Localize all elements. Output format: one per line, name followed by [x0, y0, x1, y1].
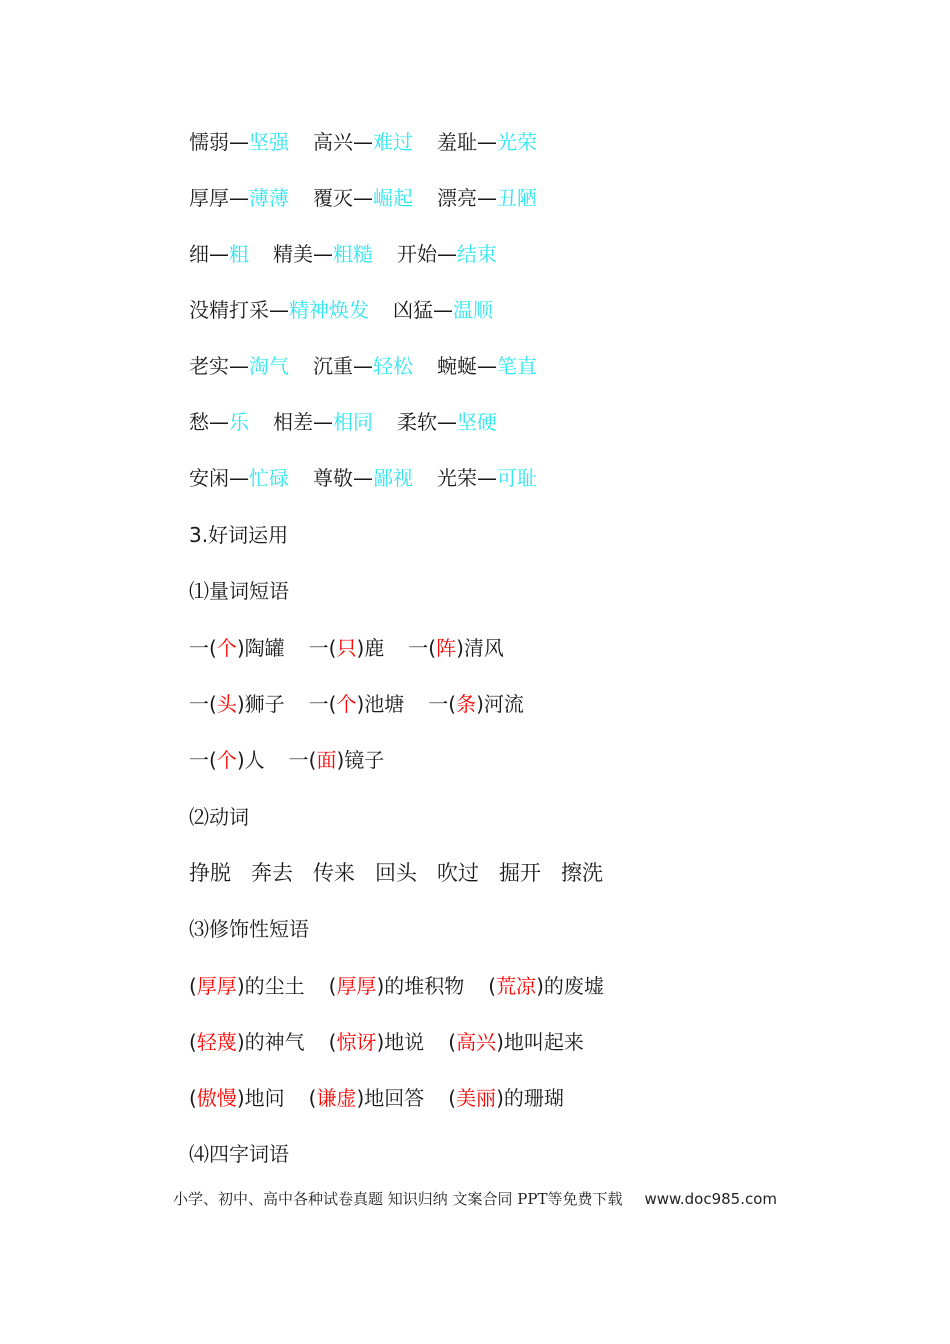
- verbs-title: ⑵动词: [189, 805, 249, 829]
- antonym-pair: [313, 124, 413, 160]
- antonym-answer: 光荣: [497, 130, 537, 154]
- modifier-phrase: [189, 1080, 285, 1116]
- modifier-paren: (: [308, 1086, 317, 1110]
- measure-prefix: 一(: [189, 748, 217, 772]
- modifier-target: )的堆积物: [376, 974, 465, 998]
- modifier-answer: 惊讶: [336, 1030, 377, 1054]
- measure-phrase: [289, 742, 385, 778]
- measure-phrase: [309, 686, 405, 722]
- antonym-pair: [437, 460, 537, 496]
- verb-word: 掘开: [499, 861, 541, 885]
- verb-word: 擦洗: [561, 861, 603, 885]
- antonym-word: 厚厚—: [189, 186, 249, 210]
- measure-prefix: 一(: [288, 748, 317, 772]
- antonym-row: [189, 460, 561, 496]
- antonym-row: [189, 292, 517, 328]
- modifier-phrase: [488, 968, 604, 1004]
- antonym-answer: 乐: [229, 410, 249, 434]
- antonym-word: 懦弱—: [189, 130, 249, 154]
- antonym-answer: 笔直: [497, 354, 537, 378]
- modifier-answer: 厚厚: [336, 974, 377, 998]
- antonym-word: 相差—: [273, 410, 333, 434]
- antonym-pair: [313, 348, 413, 384]
- antonym-word: 细—: [189, 242, 229, 266]
- modifier-phrase: [189, 968, 305, 1004]
- antonym-word: 覆灭—: [313, 186, 373, 210]
- measure-prefix: 一(: [189, 692, 217, 716]
- antonym-pair: [437, 348, 537, 384]
- modifier-paren: (: [488, 974, 497, 998]
- modifier-paren: (: [328, 1030, 337, 1054]
- antonym-word: 蜿蜒—: [437, 354, 497, 378]
- measure-phrase: [189, 742, 265, 778]
- modifier-target: )地叫起来: [496, 1030, 584, 1054]
- measure-answer: 条: [456, 692, 477, 716]
- modifier-phrase: [329, 1024, 425, 1060]
- antonym-word: 高兴—: [313, 130, 373, 154]
- measure-noun: )人: [236, 748, 265, 772]
- measure-noun: )镜子: [336, 748, 385, 772]
- antonym-word: 沉重—: [313, 354, 373, 378]
- measure-answer: 头: [216, 692, 237, 716]
- antonym-answer: 崛起: [373, 186, 413, 210]
- modifier-paren: (: [328, 974, 337, 998]
- modifier-answer: 厚厚: [196, 974, 237, 998]
- antonym-answer: 坚硬: [457, 410, 497, 434]
- measure-answer: 个: [336, 692, 357, 716]
- measure-answer: 个: [216, 636, 237, 660]
- antonym-word: 开始—: [397, 242, 457, 266]
- antonym-pair: [397, 236, 497, 272]
- antonym-pair: [189, 236, 249, 272]
- measure-phrase: [309, 630, 385, 666]
- antonym-answer: 轻松: [373, 354, 413, 378]
- antonym-pair: [273, 236, 373, 272]
- measure-prefix: 一(: [408, 636, 437, 660]
- antonym-pair: [189, 124, 289, 160]
- antonym-answer: 薄薄: [249, 186, 289, 210]
- antonym-pair: [313, 460, 413, 496]
- antonym-word: 凶猛—: [393, 298, 453, 322]
- antonym-answer: 结束: [457, 242, 497, 266]
- modifier-row: [189, 968, 628, 1004]
- antonym-answer: 可耻: [497, 466, 537, 490]
- modifier-target: )地回答: [356, 1086, 425, 1110]
- measure-noun: )清风: [456, 636, 504, 660]
- antonym-pair: [189, 404, 249, 440]
- antonym-word: 老实—: [189, 354, 249, 378]
- antonym-word: 尊敬—: [313, 466, 373, 490]
- antonym-answer: 粗: [229, 242, 249, 266]
- modifier-target: )地问: [236, 1086, 285, 1110]
- antonym-row: [189, 180, 561, 216]
- modifier-phrase: [309, 1080, 425, 1116]
- antonym-word: 没精打采—: [189, 298, 289, 322]
- modifier-answer: 轻蔑: [196, 1030, 237, 1054]
- measure-phrase: [428, 686, 524, 722]
- measure-prefix: 一(: [189, 636, 217, 660]
- modifier-phrase: [329, 968, 465, 1004]
- verb-word: 挣脱: [189, 861, 231, 885]
- modifier-paren: (: [448, 1030, 457, 1054]
- modifier-paren: (: [189, 1030, 197, 1054]
- modifier-target: )地说: [376, 1030, 425, 1054]
- measure-noun: )陶罐: [236, 636, 285, 660]
- measure-row: [189, 686, 548, 722]
- measure-noun: )狮子: [236, 692, 285, 716]
- antonym-row: [189, 124, 561, 160]
- modifier-target: )的珊瑚: [496, 1086, 564, 1110]
- modifier-phrases-title: ⑶修饰性短语: [189, 917, 309, 941]
- antonym-pair: [189, 292, 369, 328]
- modifier-row: [189, 1080, 588, 1116]
- measure-answer: 只: [336, 636, 357, 660]
- modifier-answer: 谦虚: [316, 1086, 357, 1110]
- measure-answer: 阵: [436, 636, 457, 660]
- antonym-answer: 温顺: [453, 298, 493, 322]
- four-char-words-title: ⑷四字词语: [189, 1142, 289, 1166]
- page-footer: [0, 1188, 950, 1209]
- footer-site: www.doc985.com: [644, 1190, 778, 1208]
- modifier-row: [189, 1024, 608, 1060]
- antonym-pair: [189, 348, 289, 384]
- verb-word: 奔去: [251, 861, 293, 885]
- measure-prefix: 一(: [308, 636, 337, 660]
- antonym-pair: [273, 404, 373, 440]
- antonym-row: [189, 348, 561, 384]
- antonym-word: 羞耻—: [437, 130, 497, 154]
- antonym-answer: 忙碌: [249, 466, 289, 490]
- antonym-word: 愁—: [189, 410, 229, 434]
- antonym-pair: [397, 404, 497, 440]
- antonym-answer: 精神焕发: [289, 298, 369, 322]
- antonym-pair: [393, 292, 493, 328]
- measure-noun: )河流: [476, 692, 524, 716]
- modifier-target: )的神气: [236, 1030, 305, 1054]
- modifier-answer: 荒凉: [496, 974, 537, 998]
- antonym-answer: 相同: [333, 410, 373, 434]
- antonym-pair: [437, 180, 537, 216]
- antonym-word: 精美—: [273, 242, 333, 266]
- modifier-phrase: [189, 1024, 305, 1060]
- antonym-word: 柔软—: [397, 410, 457, 434]
- antonym-word: 漂亮—: [437, 186, 497, 210]
- measure-prefix: 一(: [428, 692, 457, 716]
- measure-row: [189, 742, 408, 778]
- antonym-pair: [437, 124, 537, 160]
- measure-phrase: [408, 630, 504, 666]
- measure-phrase: [189, 686, 285, 722]
- measure-answer: 面: [316, 748, 337, 772]
- modifier-target: )的废墟: [536, 974, 604, 998]
- modifier-paren: (: [448, 1086, 457, 1110]
- measure-words-title: ⑴量词短语: [189, 579, 289, 603]
- verb-list: [189, 855, 623, 891]
- verb-word: 回头: [375, 861, 417, 885]
- footer-text: 小学、初中、高中各种试卷真题 知识归纳 文案合同 PPT等免费下载: [172, 1190, 623, 1208]
- modifier-answer: 傲慢: [196, 1086, 237, 1110]
- modifier-paren: (: [189, 1086, 197, 1110]
- antonym-pair: [313, 180, 413, 216]
- measure-phrase: [189, 630, 285, 666]
- antonym-answer: 难过: [373, 130, 413, 154]
- antonym-pair: [189, 460, 289, 496]
- antonym-word: 安闲—: [189, 466, 249, 490]
- modifier-phrase: [448, 1024, 584, 1060]
- antonym-row: [189, 404, 521, 440]
- antonym-word: 光荣—: [437, 466, 497, 490]
- modifier-answer: 美丽: [456, 1086, 497, 1110]
- section-3-title: 3.好词运用: [189, 523, 289, 547]
- verb-word: 传来: [313, 861, 355, 885]
- measure-answer: 个: [216, 748, 237, 772]
- antonym-row: [189, 236, 521, 272]
- verb-word: 吹过: [437, 861, 479, 885]
- antonym-answer: 鄙视: [373, 466, 413, 490]
- modifier-target: )的尘土: [236, 974, 305, 998]
- antonym-answer: 丑陋: [497, 186, 537, 210]
- measure-prefix: 一(: [308, 692, 337, 716]
- antonym-answer: 坚强: [249, 130, 289, 154]
- measure-noun: )池塘: [356, 692, 405, 716]
- antonym-answer: 淘气: [249, 354, 289, 378]
- modifier-paren: (: [189, 974, 197, 998]
- measure-row: [189, 630, 528, 666]
- antonym-answer: 粗糙: [333, 242, 373, 266]
- antonym-pair: [189, 180, 289, 216]
- measure-noun: )鹿: [356, 636, 385, 660]
- modifier-phrase: [448, 1080, 564, 1116]
- modifier-answer: 高兴: [456, 1030, 497, 1054]
